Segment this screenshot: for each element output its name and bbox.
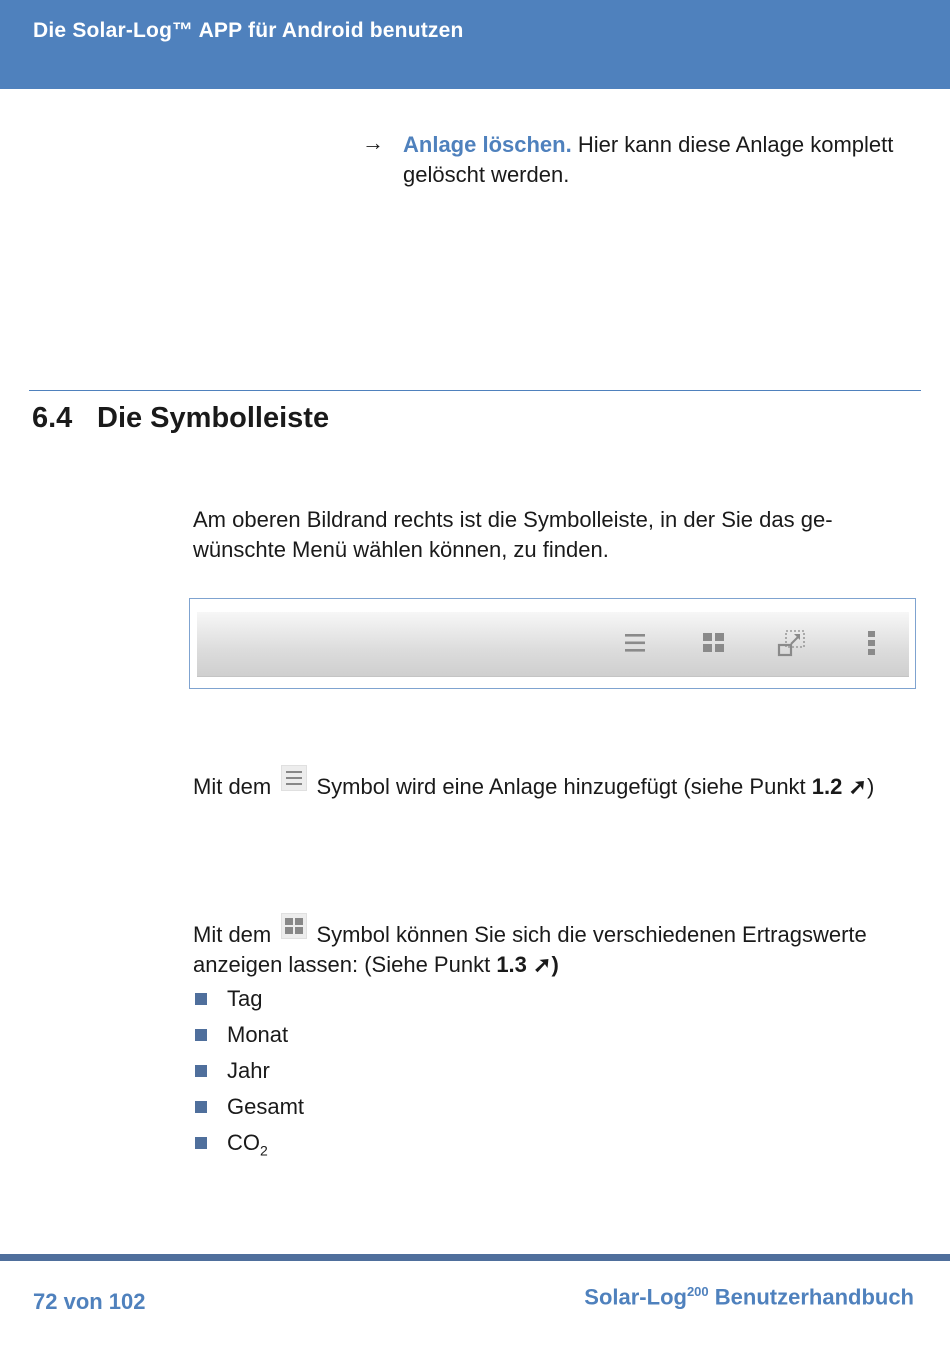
grid-icon[interactable] xyxy=(699,628,729,658)
yield-prefix: Mit dem xyxy=(193,922,278,947)
ref-number: 1.2 xyxy=(811,774,843,799)
yield-text: Symbol können Sie sich die verschiedenen Ertragswerte anzeigen lassen: (Siehe Punkt xyxy=(193,922,867,977)
arrow-right-icon: → xyxy=(362,130,384,155)
co2-base: CO xyxy=(227,1130,260,1155)
bullet-square-icon xyxy=(195,1029,207,1041)
yield-paragraph xyxy=(193,919,893,980)
intro-paragraph: Am oberen Bildrand rechts ist die Symbolleiste, in der Sie das ge-wünschte Menü wählen können, zu finden. xyxy=(193,507,833,562)
resize-icon[interactable] xyxy=(777,628,807,658)
ref-link-1-3[interactable] xyxy=(496,952,558,977)
add-plant-text: Symbol wird eine Anlage hinzugefügt (siehe Punkt xyxy=(310,774,812,799)
delete-plant-label: Anlage löschen. xyxy=(403,132,572,157)
page-header xyxy=(0,0,950,89)
bullet-square-icon xyxy=(195,1065,207,1077)
page-number: 72 von 102 xyxy=(33,1289,146,1314)
section-title: Die Symbolleiste xyxy=(97,402,330,434)
document-name xyxy=(584,1284,914,1310)
add-plant-paragraph xyxy=(193,771,893,802)
list-icon xyxy=(281,765,307,791)
ref-link-1-2[interactable] xyxy=(812,774,867,799)
delete-plant-description: Hier kann diese Anlage komplett gelöscht werden. xyxy=(403,132,894,187)
bullet-square-icon xyxy=(195,993,207,1005)
ref-number: 1.3 xyxy=(496,952,527,977)
close-paren: ) xyxy=(551,952,559,977)
list-item-label: Gesamt xyxy=(227,1094,305,1119)
delete-plant-text xyxy=(403,130,923,190)
toolbar-screenshot xyxy=(189,598,916,689)
list-item-label: Tag xyxy=(227,986,263,1011)
co2-subscript: 2 xyxy=(260,1142,268,1159)
external-arrow-icon: ➚ xyxy=(533,952,552,977)
list-icon[interactable] xyxy=(620,628,650,658)
doc-name-suffix: Benutzerhandbuch xyxy=(708,1284,914,1310)
add-plant-prefix: Mit dem xyxy=(193,774,278,799)
list-item-label: Jahr xyxy=(227,1058,270,1083)
section-number: 6.4 xyxy=(32,402,73,434)
section-divider xyxy=(29,390,921,391)
section-heading xyxy=(32,402,329,435)
footer-divider xyxy=(0,1254,950,1261)
doc-name-prefix: Solar-Log xyxy=(584,1284,687,1310)
overflow-menu-icon[interactable] xyxy=(857,628,887,658)
external-arrow-icon: ➚ xyxy=(848,774,867,799)
header-title: Die Solar-Log™ APP für Android benutzen xyxy=(33,19,464,42)
close-paren: ) xyxy=(866,774,875,799)
doc-name-superscript: 200 xyxy=(686,1284,709,1299)
bullet-square-icon xyxy=(195,1137,207,1149)
list-item-label: Monat xyxy=(227,1022,289,1047)
list-item-label xyxy=(227,1128,268,1165)
toolbar-bar xyxy=(197,612,909,677)
grid-icon xyxy=(281,913,307,939)
bullet-square-icon xyxy=(195,1101,207,1113)
